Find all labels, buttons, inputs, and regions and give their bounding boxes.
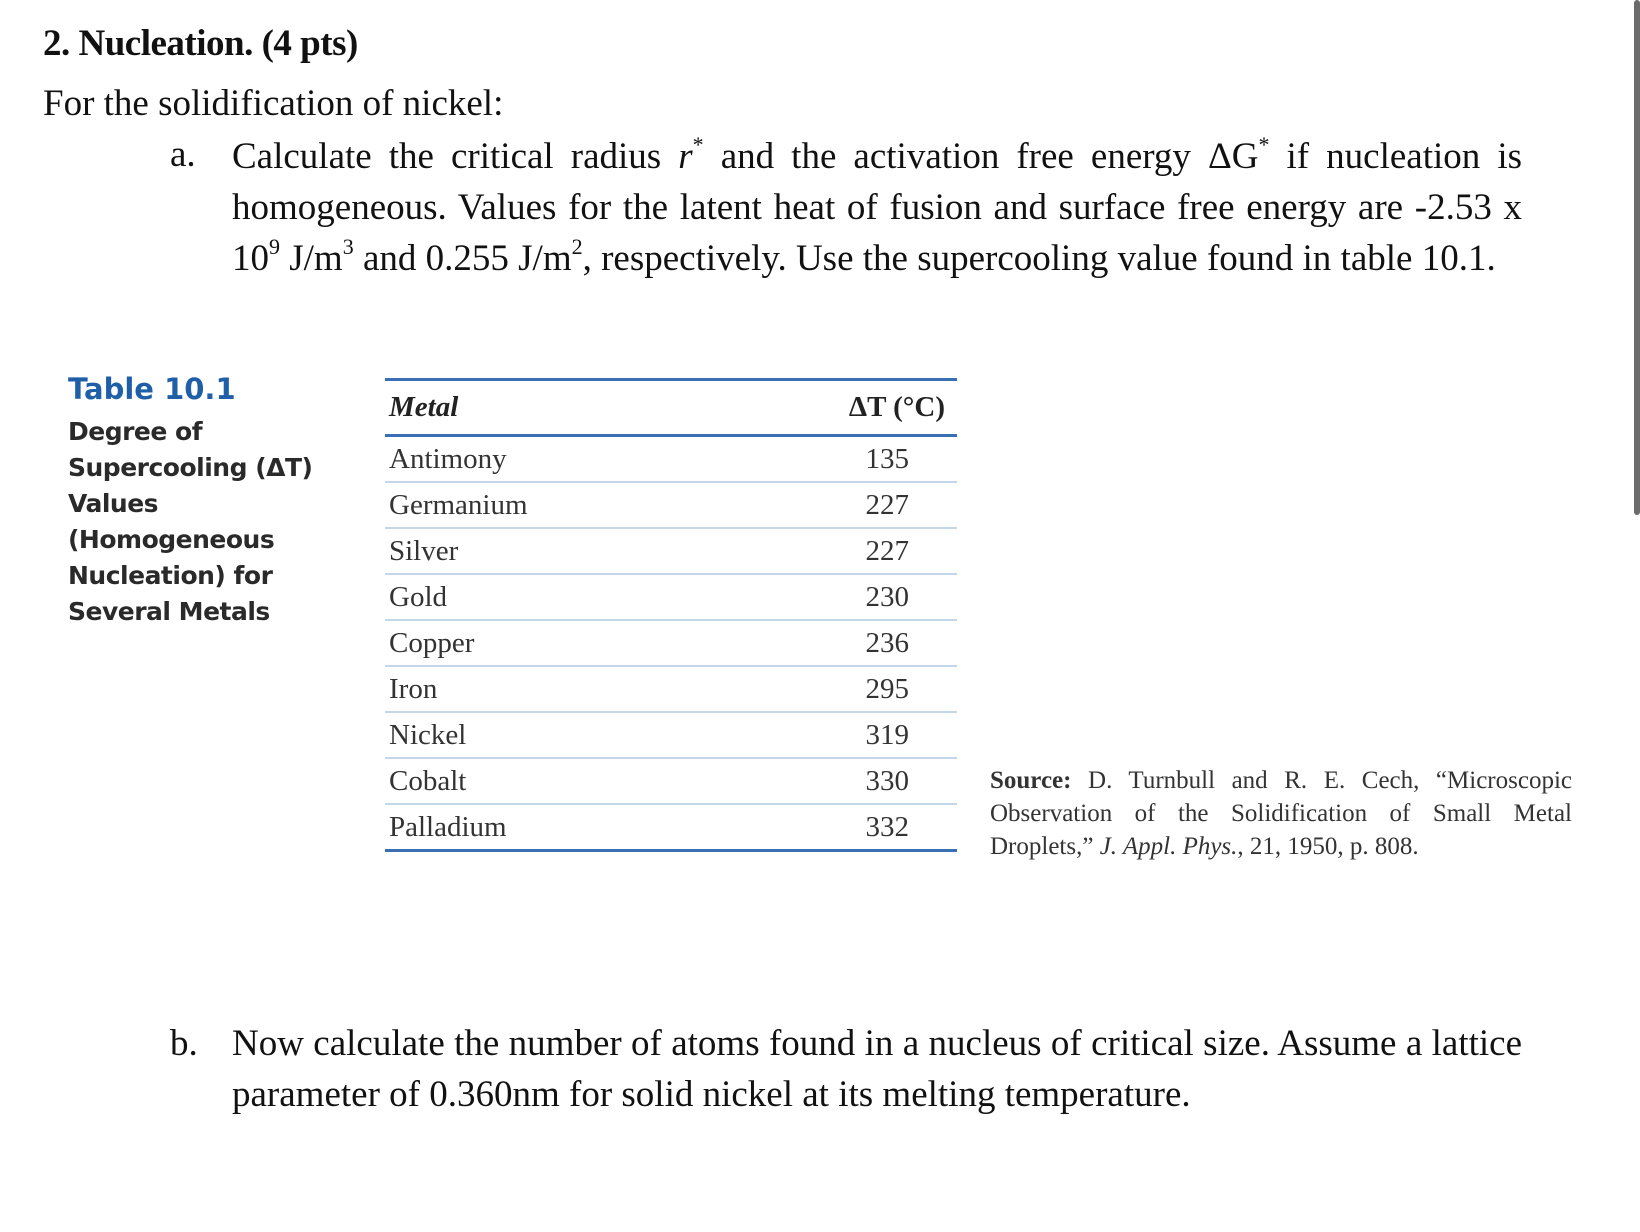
source-journal: J. Appl. Phys. bbox=[1099, 833, 1238, 860]
problem-heading: 2. Nucleation. (4 pts) bbox=[43, 23, 358, 64]
table-label: Table 10.1 bbox=[68, 372, 236, 406]
vertical-scrollbar[interactable] bbox=[1634, 0, 1640, 515]
part-a-text-3: if nucleation is homogeneous. Values for the latent heat of fusion and surface free energy are -2.53 x 10 bbox=[232, 136, 1523, 279]
metal-name-cell: Gold bbox=[385, 574, 709, 620]
exponent-9: 9 bbox=[269, 233, 280, 259]
table-row bbox=[385, 436, 957, 483]
supercooling-value-cell: 135 bbox=[709, 436, 957, 483]
table-row bbox=[385, 482, 957, 528]
part-a-text-1: Calculate the critical radius bbox=[232, 136, 679, 177]
table-row bbox=[385, 804, 957, 851]
header-metal: Metal bbox=[385, 380, 709, 436]
part-a-text-5: and 0.255 J/m bbox=[353, 238, 572, 279]
supercooling-value-cell: 330 bbox=[709, 758, 957, 804]
supercooling-table bbox=[385, 378, 957, 852]
delta-g-symbol bbox=[1208, 136, 1259, 177]
table-row bbox=[385, 620, 957, 666]
header-delta-t: ΔT (°C) bbox=[709, 380, 957, 436]
table-row bbox=[385, 574, 957, 620]
problem-intro: For the solidification of nickel: bbox=[43, 83, 504, 124]
part-a-text-4: J/m bbox=[280, 238, 343, 279]
table-body bbox=[385, 436, 957, 851]
part-a-text bbox=[232, 131, 1522, 284]
delta-g-star: * bbox=[1258, 131, 1270, 157]
part-b-marker: b. bbox=[170, 1023, 198, 1064]
metal-name-cell: Antimony bbox=[385, 436, 709, 483]
supercooling-value-cell: 230 bbox=[709, 574, 957, 620]
source-text-2: , 21, 1950, p. 808. bbox=[1237, 833, 1419, 860]
table-caption-text: Degree of Supercooling (ΔT) Values (Homogeneous Nucleation) for Several Metals bbox=[68, 417, 313, 626]
part-b-text: Now calculate the number of atoms found in a nucleus of critical size. Assume a lattice parameter of 0.360nm for solid nickel at its melting temperature. bbox=[232, 1023, 1522, 1115]
supercooling-value-cell: 227 bbox=[709, 482, 957, 528]
metal-name-cell: Cobalt bbox=[385, 758, 709, 804]
metal-name-cell: Germanium bbox=[385, 482, 709, 528]
table-row bbox=[385, 666, 957, 712]
supercooling-value-cell: 295 bbox=[709, 666, 957, 712]
table-row bbox=[385, 712, 957, 758]
critical-radius-symbol: r bbox=[678, 136, 693, 177]
table-source bbox=[990, 764, 1572, 863]
supercooling-value-cell: 319 bbox=[709, 712, 957, 758]
metal-name-cell: Palladium bbox=[385, 804, 709, 851]
metal-name-cell: Nickel bbox=[385, 712, 709, 758]
part-a-text-6: , respectively. Use the supercooling value found in table 10.1. bbox=[582, 238, 1496, 279]
metal-name-cell: Copper bbox=[385, 620, 709, 666]
source-label: Source: bbox=[990, 767, 1072, 794]
table-header-row bbox=[385, 380, 957, 436]
table-caption bbox=[68, 372, 358, 630]
delta-g-letters: ΔG bbox=[1207, 136, 1259, 177]
part-a-text-2: and the activation free energy bbox=[703, 136, 1208, 177]
supercooling-value-cell: 236 bbox=[709, 620, 957, 666]
table-row bbox=[385, 528, 957, 574]
source-text-1: D. Turnbull and R. E. Cech, “Microscopic Observation of the Solidification of Small Metal Droplets,” bbox=[990, 767, 1572, 860]
supercooling-value-cell: 227 bbox=[709, 528, 957, 574]
metal-name-cell: Silver bbox=[385, 528, 709, 574]
exponent-2: 2 bbox=[571, 233, 583, 259]
metal-name-cell: Iron bbox=[385, 666, 709, 712]
part-a-marker: a. bbox=[170, 134, 196, 175]
exponent-3: 3 bbox=[342, 233, 354, 259]
table-row bbox=[385, 758, 957, 804]
supercooling-value-cell: 332 bbox=[709, 804, 957, 851]
critical-radius-star: * bbox=[692, 131, 704, 157]
